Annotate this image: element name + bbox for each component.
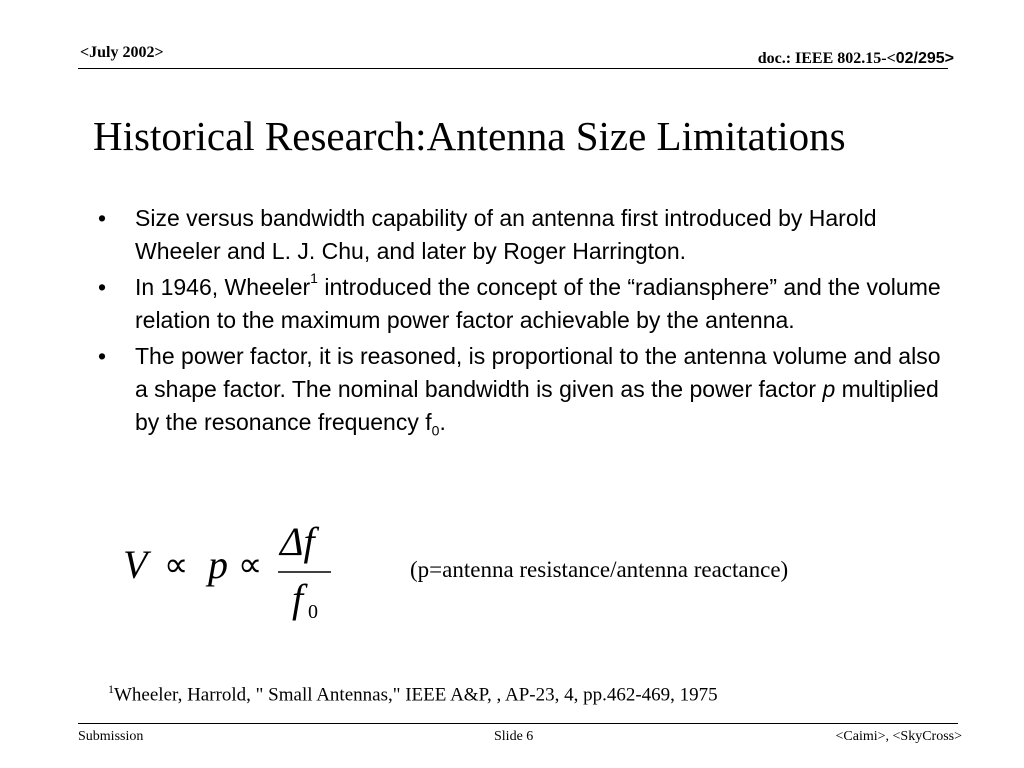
bullet-item bbox=[98, 271, 958, 337]
eq-denominator-sub: 0 bbox=[308, 601, 318, 623]
bullet-text: The power factor, it is reasoned, is proportional to the antenna volume and also a shape factor. The nominal bandwidth is given as the power factor bbox=[135, 343, 941, 402]
slide-title: Historical Research:Antenna Size Limitations bbox=[93, 113, 846, 159]
footer-rule bbox=[78, 723, 958, 724]
bullet-list bbox=[98, 202, 958, 442]
bullet-italic-p: p bbox=[822, 376, 836, 402]
doc-id-number: 02/295 bbox=[895, 50, 945, 67]
proportionality-equation bbox=[120, 515, 350, 625]
eq-proportional-2: ∝ bbox=[238, 547, 263, 584]
bullet-text: . bbox=[439, 409, 446, 435]
eq-denominator-f: f bbox=[292, 576, 304, 621]
footer-submission: Submission bbox=[78, 729, 144, 744]
bullet-item bbox=[98, 202, 958, 268]
doc-id-prefix: doc.: IEEE 802.15-< bbox=[757, 50, 896, 67]
bullet-text: multiplied by the resonance frequency f bbox=[135, 376, 939, 435]
footer-slide-number: Slide 6 bbox=[494, 729, 534, 744]
eq-volume: V bbox=[123, 542, 148, 587]
eq-power-factor: p bbox=[208, 542, 228, 587]
footer-authors: <Caimi>, <SkyCross> bbox=[835, 729, 962, 744]
footnote bbox=[108, 682, 718, 706]
equation-note: (p=antenna resistance/antenna reactance) bbox=[410, 557, 789, 582]
footnote-ref: 1 bbox=[310, 270, 318, 287]
bullet-text: In 1946, Wheeler bbox=[135, 274, 311, 300]
header-rule bbox=[78, 68, 948, 69]
bullet-text: introduced the concept of the “radiansphere” and the volume relation to the maximum power factor achievable by the antenna. bbox=[135, 274, 941, 333]
header-doc-id bbox=[758, 50, 954, 68]
doc-id-suffix: > bbox=[944, 50, 954, 67]
header-date: <July 2002> bbox=[80, 44, 164, 61]
bullet-item bbox=[98, 340, 958, 439]
footnote-marker: 1 bbox=[108, 682, 114, 696]
bullet-text: Size versus bandwidth capability of an antenna first introduced by Harold Wheeler and L. J. Chu, and later by Roger Harrington. bbox=[135, 205, 877, 264]
subscript-zero: 0 bbox=[431, 422, 440, 439]
eq-numerator: Δf bbox=[280, 519, 315, 564]
footnote-text: Wheeler, Harrold, " Small Antennas," IEEE A&P, , AP-23, 4, pp.462-469, 1975 bbox=[114, 684, 718, 706]
eq-proportional-1: ∝ bbox=[164, 547, 189, 584]
